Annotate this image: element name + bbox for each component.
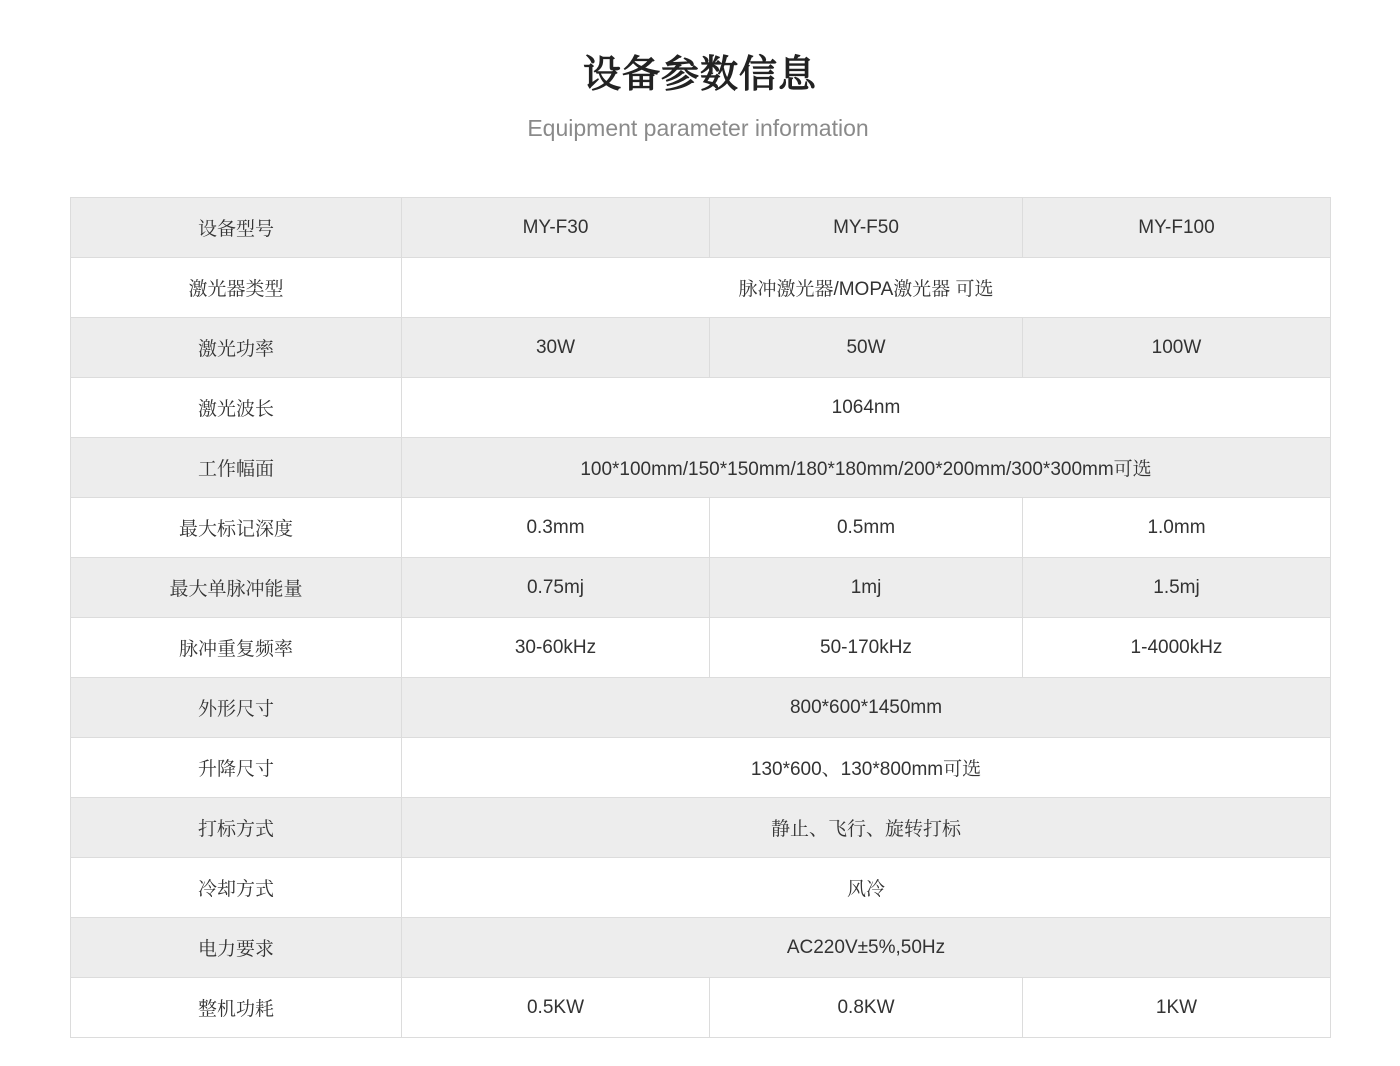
row-value: 0.5KW (402, 978, 710, 1038)
row-value: 脉冲激光器/MOPA激光器 可选 (402, 258, 1331, 318)
row-label: 激光器类型 (71, 258, 402, 318)
row-value: 0.75mj (402, 558, 710, 618)
row-value: 风冷 (402, 858, 1331, 918)
page-title: 设备参数信息 (582, 52, 817, 96)
row-value: MY-F30 (402, 198, 710, 258)
row-value: 1064nm (402, 378, 1331, 438)
table-row (71, 918, 1331, 978)
row-value: 1mj (710, 558, 1023, 618)
row-value: 130*600、130*800mm可选 (402, 738, 1331, 798)
row-label: 最大标记深度 (71, 498, 402, 558)
table-row (71, 738, 1331, 798)
row-value: 30W (402, 318, 710, 378)
row-label: 激光功率 (71, 318, 402, 378)
row-value: 1KW (1023, 978, 1331, 1038)
row-label: 冷却方式 (71, 858, 402, 918)
row-value: AC220V±5%,50Hz (402, 918, 1331, 978)
row-value: 0.8KW (710, 978, 1023, 1038)
row-value: 50-170kHz (710, 618, 1023, 678)
table-row (71, 618, 1331, 678)
row-label: 电力要求 (71, 918, 402, 978)
row-value: 静止、飞行、旋转打标 (402, 798, 1331, 858)
row-label: 最大单脉冲能量 (71, 558, 402, 618)
parameter-table (70, 197, 1331, 1038)
table-row (71, 438, 1331, 498)
row-value: 1.5mj (1023, 558, 1331, 618)
row-value: 1.0mm (1023, 498, 1331, 558)
row-value: MY-F50 (710, 198, 1023, 258)
page-subtitle: Equipment parameter information (527, 115, 869, 141)
table-row (71, 978, 1331, 1038)
table-row (71, 198, 1331, 258)
parameter-table-body (71, 198, 1331, 1038)
row-label: 打标方式 (71, 798, 402, 858)
row-value: 0.5mm (710, 498, 1023, 558)
row-label: 激光波长 (71, 378, 402, 438)
row-value: 100W (1023, 318, 1331, 378)
row-label: 工作幅面 (71, 438, 402, 498)
row-value: 50W (710, 318, 1023, 378)
row-value: 100*100mm/150*150mm/180*180mm/200*200mm/300*300mm可选 (402, 438, 1331, 498)
row-label: 设备型号 (71, 198, 402, 258)
table-row (71, 798, 1331, 858)
table-row (71, 498, 1331, 558)
row-value: 30-60kHz (402, 618, 710, 678)
row-label: 脉冲重复频率 (71, 618, 402, 678)
table-row (71, 318, 1331, 378)
row-value: MY-F100 (1023, 198, 1331, 258)
table-row (71, 258, 1331, 318)
row-value: 0.3mm (402, 498, 710, 558)
table-row (71, 678, 1331, 738)
row-label: 外形尺寸 (71, 678, 402, 738)
row-label: 整机功耗 (71, 978, 402, 1038)
row-label: 升降尺寸 (71, 738, 402, 798)
table-row (71, 378, 1331, 438)
row-value: 800*600*1450mm (402, 678, 1331, 738)
row-value: 1-4000kHz (1023, 618, 1331, 678)
table-row (71, 858, 1331, 918)
table-row (71, 558, 1331, 618)
